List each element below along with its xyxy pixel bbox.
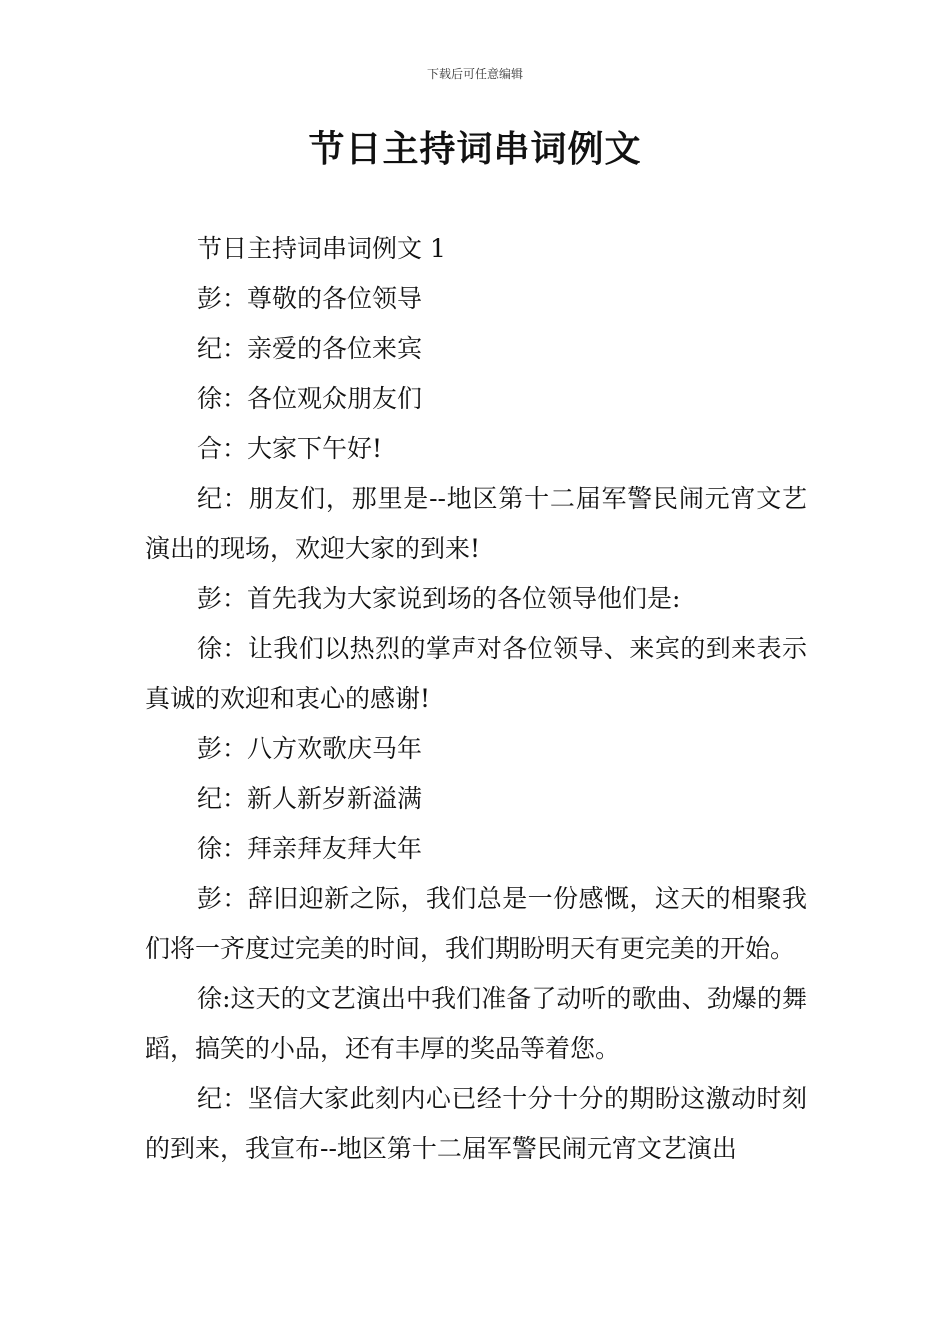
paragraph: 纪：坚信大家此刻内心已经十分十分的期盼这激动时刻的到来，我宣布--地区第十二届军警民闹元宵文艺演出 bbox=[145, 1084, 807, 1163]
paragraph: 徐：拜亲拜友拜大年 bbox=[197, 834, 423, 863]
document-body bbox=[145, 224, 807, 1174]
paragraph: 徐：让我们以热烈的掌声对各位领导、来宾的到来表示真诚的欢迎和衷心的感谢! bbox=[145, 634, 807, 713]
paragraph: 彭：首先我为大家说到场的各位领导他们是: bbox=[197, 584, 681, 613]
paragraph: 徐:这天的文艺演出中我们准备了动听的歌曲、劲爆的舞蹈，搞笑的小品，还有丰厚的奖品等着您。 bbox=[145, 984, 807, 1063]
paragraph: 纪：朋友们，那里是--地区第十二届军警民闹元宵文艺演出的现场，欢迎大家的到来! bbox=[145, 484, 807, 563]
header-note: 下载后可任意编辑 bbox=[426, 67, 523, 81]
paragraph: 彭：辞旧迎新之际，我们总是一份感慨，这天的相聚我们将一齐度过完美的时间，我们期盼明天有更完美的开始。 bbox=[145, 884, 807, 963]
paragraph: 徐：各位观众朋友们 bbox=[197, 384, 423, 413]
paragraph: 合：大家下午好! bbox=[197, 434, 383, 463]
paragraph: 彭：尊敬的各位领导 bbox=[197, 284, 423, 313]
document-title: 节日主持词串词例文 bbox=[308, 129, 642, 170]
paragraph: 节日主持词串词例文 1 bbox=[197, 234, 446, 263]
paragraph: 纪：亲爱的各位来宾 bbox=[197, 334, 423, 363]
paragraph: 纪：新人新岁新溢满 bbox=[197, 784, 423, 813]
paragraph: 彭：八方欢歌庆马年 bbox=[197, 734, 423, 763]
